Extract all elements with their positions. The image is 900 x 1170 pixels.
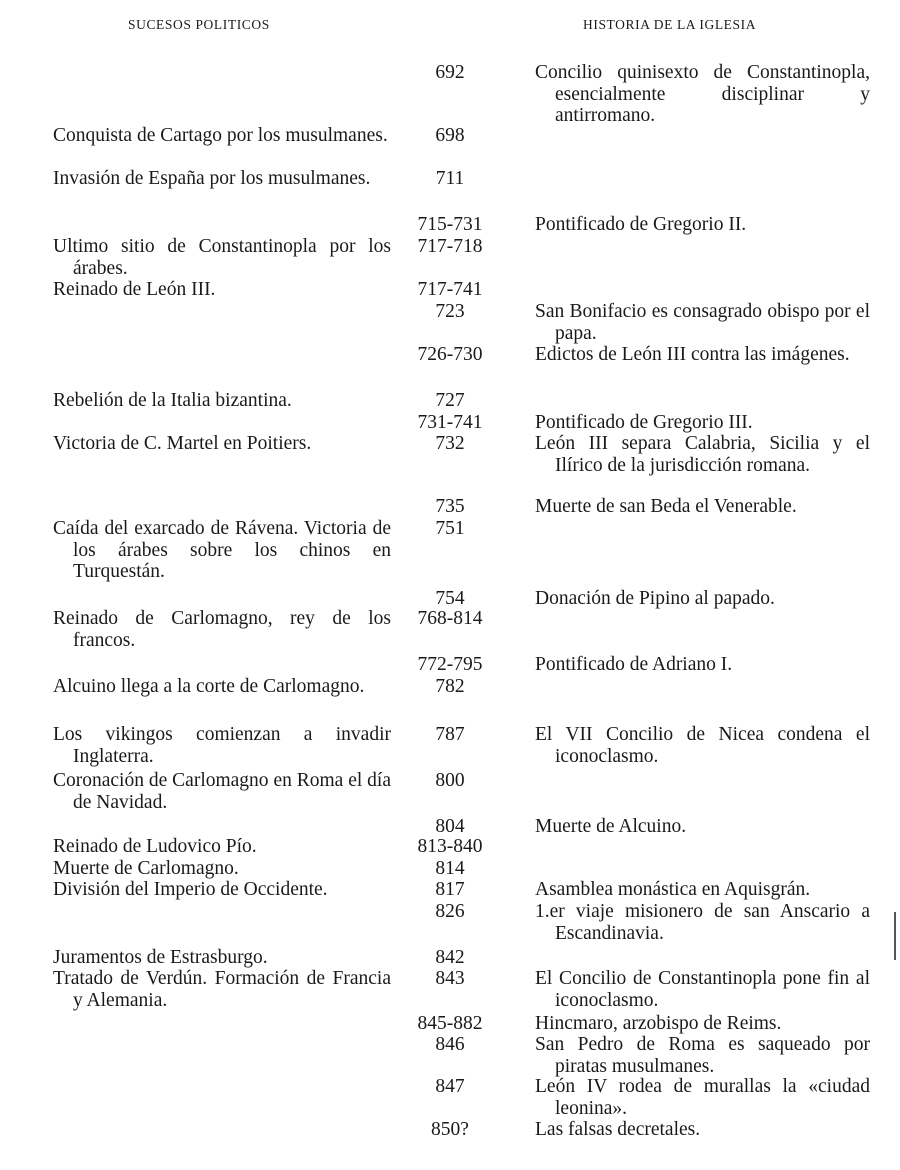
year-cell: 692 (435, 62, 465, 83)
church-event: Pontificado de Gregorio III. (535, 412, 753, 433)
year-cell: 782 (435, 676, 465, 697)
political-event: Los vikingos comienzan a invadir Inglaterra. (53, 724, 391, 767)
church-event: León IV rodea de murallas la «ciudad leonina». (535, 1076, 870, 1119)
church-event: Las falsas decretales. (535, 1119, 701, 1140)
political-event: Invasión de España por los musulmanes. (53, 168, 371, 189)
year-cell: 723 (435, 301, 465, 322)
political-event: Coronación de Carlomagno en Roma el día de Navidad. (53, 770, 391, 813)
political-event: Reinado de León III. (53, 279, 216, 300)
political-event: Juramentos de Estrasburgo. (53, 947, 268, 968)
church-event: Pontificado de Adriano I. (535, 654, 733, 675)
church-event: El VII Concilio de Nicea condena el iconoclasmo. (535, 724, 870, 767)
year-cell: 813-840 (417, 836, 483, 857)
political-event: Victoria de C. Martel en Poitiers. (53, 433, 312, 454)
year-cell: 787 (435, 724, 465, 745)
year-cell: 717-741 (417, 279, 483, 300)
year-cell: 843 (435, 968, 465, 989)
church-event: San Bonifacio es consagrado obispo por el papa. (535, 301, 870, 344)
year-cell: 731-741 (417, 412, 483, 433)
church-event: Asamblea monástica en Aquisgrán. (535, 879, 811, 900)
political-event: Reinado de Ludovico Pío. (53, 836, 257, 857)
year-cell: 814 (435, 858, 465, 879)
left-column-header: SUCESOS POLITICOS (128, 17, 270, 32)
church-event: Muerte de Alcuino. (535, 816, 687, 837)
political-event: Reinado de Carlomagno, rey de los francos. (53, 608, 391, 651)
church-event: 1.er viaje misionero de san Anscario a Escandinavia. (535, 901, 870, 944)
year-cell: 772-795 (417, 654, 483, 675)
church-event: Pontificado de Gregorio II. (535, 214, 747, 235)
church-event: El Concilio de Constantinopla pone fin al iconoclasmo. (535, 968, 870, 1011)
political-event: Conquista de Cartago por los musulmanes. (53, 125, 388, 146)
church-event: Concilio quinisexto de Constantinopla, esencialmente disciplinar y antirromano. (535, 62, 870, 126)
year-cell: 847 (435, 1076, 465, 1097)
year-cell: 751 (435, 518, 465, 539)
year-cell: 846 (435, 1034, 465, 1055)
political-event: Rebelión de la Italia bizantina. (53, 390, 292, 411)
church-event: Donación de Pipino al papado. (535, 588, 775, 609)
political-event: Ultimo sitio de Constantinopla por los árabes. (53, 236, 391, 279)
year-cell: 754 (435, 588, 465, 609)
year-cell: 726-730 (417, 344, 483, 365)
year-cell: 735 (435, 496, 465, 517)
margin-mark (894, 912, 896, 960)
year-cell: 698 (435, 125, 465, 146)
political-event: División del Imperio de Occidente. (53, 879, 328, 900)
year-cell: 850? (431, 1119, 469, 1140)
year-cell: 845-882 (417, 1013, 483, 1034)
year-cell: 768-814 (417, 608, 483, 629)
year-cell: 817 (435, 879, 465, 900)
church-event: Edictos de León III contra las imágenes. (535, 344, 850, 365)
political-event: Muerte de Carlomagno. (53, 858, 239, 879)
church-event: Muerte de san Beda el Venerable. (535, 496, 797, 517)
right-column-header: HISTORIA DE LA IGLESIA (583, 17, 757, 32)
year-cell: 727 (435, 390, 465, 411)
year-cell: 717-718 (417, 236, 483, 257)
year-cell: 842 (435, 947, 465, 968)
church-event: Hincmaro, arzobispo de Reims. (535, 1013, 782, 1034)
year-cell: 732 (435, 433, 465, 454)
political-event: Tratado de Verdún. Formación de Francia y Alemania. (53, 968, 391, 1011)
year-cell: 804 (435, 816, 465, 837)
political-event: Alcuino llega a la corte de Carlomagno. (53, 676, 365, 697)
year-cell: 800 (435, 770, 465, 791)
year-cell: 715-731 (417, 214, 483, 235)
political-event: Caída del exarcado de Rávena. Victoria de los árabes sobre los chinos en Turquestán. (53, 518, 391, 582)
church-event: San Pedro de Roma es saqueado por piratas musulmanes. (535, 1034, 870, 1077)
year-cell: 826 (435, 901, 465, 922)
church-event: León III separa Calabria, Sicilia y el Ilírico de la jurisdicción romana. (535, 433, 870, 476)
year-cell: 711 (435, 168, 465, 189)
